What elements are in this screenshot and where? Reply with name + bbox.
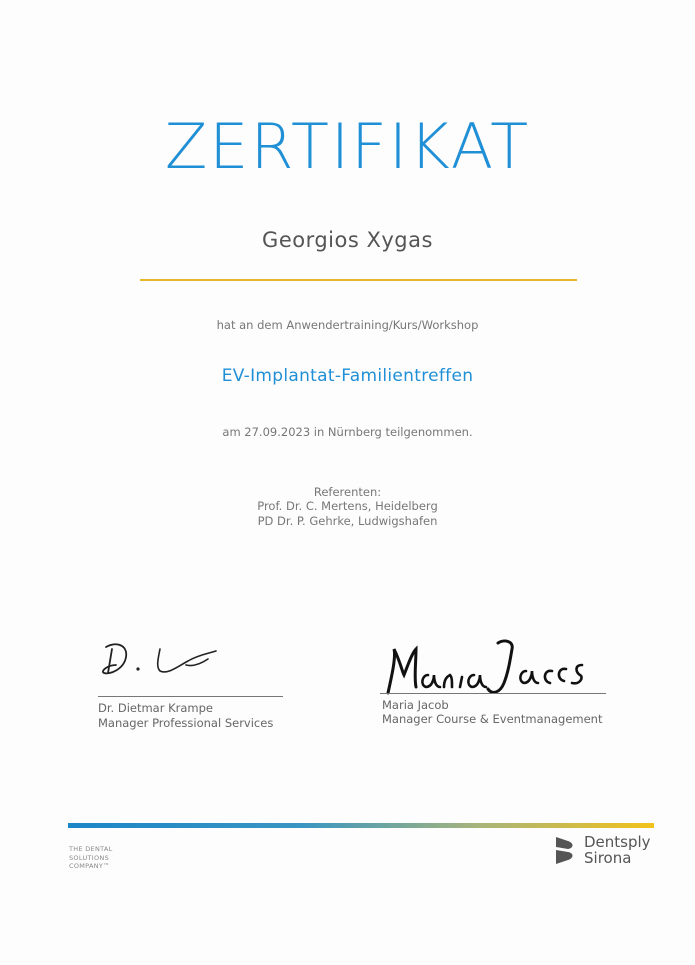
course-title: EV-Implantat-Familientreffen [221, 366, 474, 386]
signer-2-name: Maria Jacob [382, 698, 449, 712]
signature-jacob [380, 635, 590, 700]
brand-name [584, 834, 651, 866]
signature-line-2 [380, 693, 606, 694]
company-tagline [69, 845, 113, 871]
signer-1-role: Manager Professional Services [98, 716, 274, 730]
brand-line-2: Sirona [584, 849, 632, 867]
speaker-1: Prof. Dr. C. Mertens, Heidelberg [257, 499, 438, 513]
speakers-label: Referenten: [313, 485, 382, 499]
footer-gradient-bar [68, 823, 654, 828]
date-line: am 27.09.2023 in Nürnberg teilgenommen. [222, 425, 473, 439]
signature-krampe [98, 635, 228, 685]
signer-2-role: Manager Course & Eventmanagement [382, 712, 603, 726]
tagline-line-3: COMPANY™ [69, 862, 110, 870]
speaker-2: PD Dr. P. Gehrke, Ludwigshafen [257, 514, 438, 528]
brand-line-1: Dentsply [584, 833, 651, 851]
tagline-line-2: SOLUTIONS [69, 853, 109, 862]
dentsply-logo-icon [554, 835, 578, 865]
tagline-line-1: THE DENTAL [69, 845, 113, 853]
intro-text: hat an dem Anwendertraining/Kurs/Workshop [216, 318, 479, 332]
signature-line-1 [98, 696, 283, 697]
certificate-title: ZERTIFIKAT [164, 110, 531, 183]
recipient-name: Georgios Xygas [262, 228, 433, 252]
gold-divider [140, 279, 577, 281]
signer-1-name: Dr. Dietmar Krampe [98, 701, 213, 715]
